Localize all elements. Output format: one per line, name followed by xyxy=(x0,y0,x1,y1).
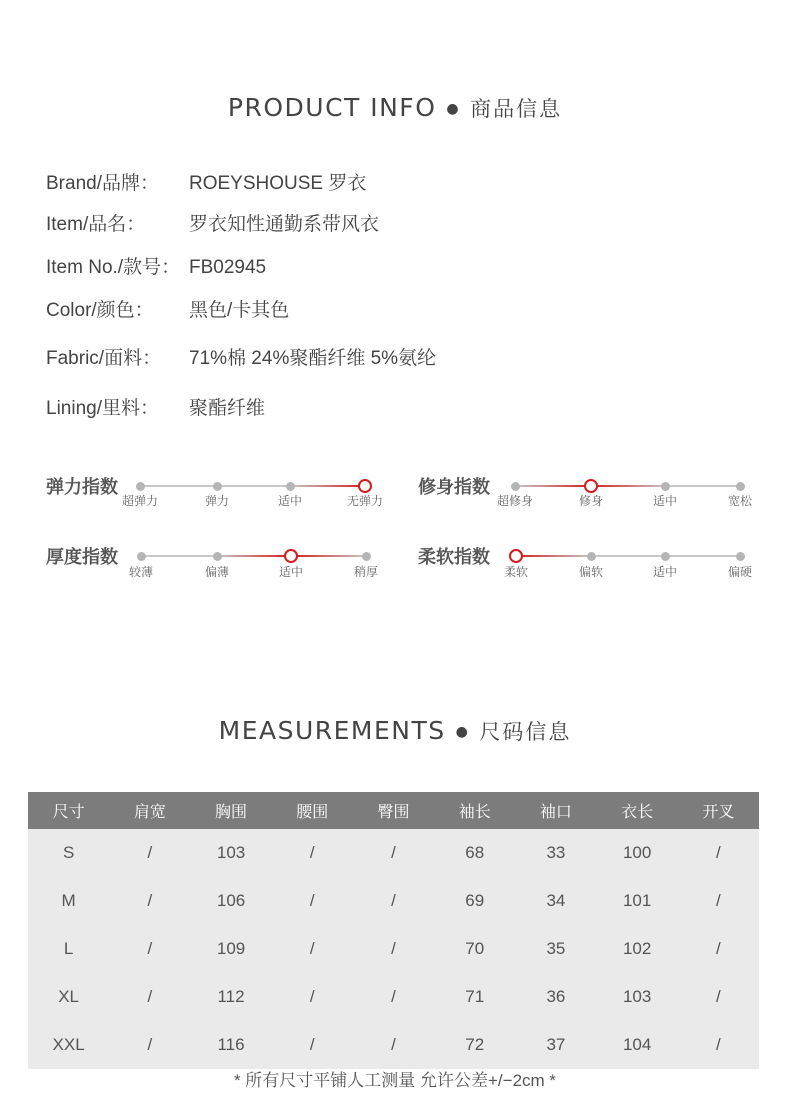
measurements-table xyxy=(28,792,759,1069)
thickness-selected-marker xyxy=(284,549,298,563)
thickness-scale-point xyxy=(213,552,222,561)
elasticity-scale-point xyxy=(136,482,145,491)
table-cell: 33 xyxy=(515,829,596,877)
table-cell: / xyxy=(678,1021,759,1069)
header-waist: 腰围 xyxy=(272,792,353,829)
item-label: Item/品名： xyxy=(46,214,146,235)
thickness-option-label: 适中 xyxy=(278,565,304,579)
table-cell: 37 xyxy=(515,1021,596,1069)
brand-label: Brand/品牌： xyxy=(46,173,159,194)
table-cell: XL xyxy=(28,973,109,1021)
measurements-title-en: MEASUREMENTS xyxy=(218,716,446,745)
table-cell: / xyxy=(272,925,353,973)
table-cell: / xyxy=(678,973,759,1021)
fit-scale-point xyxy=(511,482,520,491)
header-bust: 胸围 xyxy=(190,792,271,829)
table-cell: XXL xyxy=(28,1021,109,1069)
elasticity-track-highlight xyxy=(290,485,365,487)
header-sleeve-length: 袖长 xyxy=(434,792,515,829)
color-label: Color/颜色： xyxy=(46,300,154,321)
info-row-color xyxy=(46,295,289,322)
table-row xyxy=(28,829,759,877)
softness-track-highlight xyxy=(516,555,591,557)
table-header-row xyxy=(28,792,759,829)
elasticity-option-label: 超弹力 xyxy=(121,494,159,508)
table-row xyxy=(28,925,759,973)
fit-selected-marker xyxy=(584,479,598,493)
table-cell: 35 xyxy=(515,925,596,973)
table-cell: / xyxy=(353,973,434,1021)
table-cell: 70 xyxy=(434,925,515,973)
item-value: 罗衣知性通勤系带风衣 xyxy=(189,214,380,235)
table-cell: / xyxy=(272,829,353,877)
header-shoulder: 肩宽 xyxy=(109,792,190,829)
table-cell: M xyxy=(28,877,109,925)
softness-option-label: 偏软 xyxy=(578,565,604,579)
lining-value: 聚酯纤维 xyxy=(189,398,266,419)
product-info-title-cn: 商品信息 xyxy=(470,97,563,121)
item-no-value: FB02945 xyxy=(189,257,267,278)
title-dot: ● xyxy=(446,101,461,117)
table-cell: / xyxy=(109,973,190,1021)
header-cuff: 袖口 xyxy=(515,792,596,829)
table-cell: 103 xyxy=(190,829,271,877)
header-hip: 臀围 xyxy=(353,792,434,829)
table-cell: 68 xyxy=(434,829,515,877)
table-cell: 71 xyxy=(434,973,515,1021)
table-row xyxy=(28,877,759,925)
elasticity-option-label: 适中 xyxy=(277,494,303,508)
softness-option-label: 偏硬 xyxy=(727,565,753,579)
table-cell: 101 xyxy=(597,877,678,925)
fit-scale-point xyxy=(736,482,745,491)
table-cell: 103 xyxy=(597,973,678,1021)
elasticity-option-label: 无弹力 xyxy=(346,494,384,508)
thickness-scale-point xyxy=(362,552,371,561)
table-cell: / xyxy=(353,829,434,877)
table-cell: 36 xyxy=(515,973,596,1021)
table-cell: 34 xyxy=(515,877,596,925)
table-cell: / xyxy=(272,1021,353,1069)
item-no-label: Item No./款号： xyxy=(46,257,181,278)
table-cell: / xyxy=(353,1021,434,1069)
elasticity-selected-marker xyxy=(358,479,372,493)
thickness-option-label: 偏薄 xyxy=(204,565,230,579)
table-cell: / xyxy=(109,1021,190,1069)
brand-value: ROEYSHOUSE 罗衣 xyxy=(189,173,367,194)
title-dot: ● xyxy=(455,724,470,740)
thickness-index-label: 厚度指数 xyxy=(46,547,118,567)
softness-scale-point xyxy=(661,552,670,561)
elasticity-scale-point xyxy=(286,482,295,491)
table-cell: 100 xyxy=(597,829,678,877)
fabric-label: Fabric/面料： xyxy=(46,348,162,369)
measurements-title xyxy=(0,716,790,746)
table-cell: 102 xyxy=(597,925,678,973)
table-cell: 104 xyxy=(597,1021,678,1069)
info-row-fabric xyxy=(46,343,436,370)
tolerance-note: * 所有尺寸平铺人工测量 允许公差+/−2cm * xyxy=(233,1071,557,1090)
table-cell: 116 xyxy=(190,1021,271,1069)
softness-scale-point xyxy=(587,552,596,561)
header-slit: 开叉 xyxy=(678,792,759,829)
fit-option-label: 适中 xyxy=(652,494,678,508)
softness-index-label: 柔软指数 xyxy=(418,547,490,567)
elasticity-index-label: 弹力指数 xyxy=(46,477,118,497)
info-row-item-no xyxy=(46,252,266,279)
softness-scale-point xyxy=(736,552,745,561)
thickness-option-label: 稍厚 xyxy=(353,565,379,579)
info-row-lining xyxy=(46,393,265,420)
table-cell: 109 xyxy=(190,925,271,973)
table-cell: / xyxy=(272,877,353,925)
softness-option-label: 柔软 xyxy=(503,565,529,579)
info-row-brand xyxy=(46,168,366,195)
table-cell: / xyxy=(109,829,190,877)
table-cell: 72 xyxy=(434,1021,515,1069)
table-cell: / xyxy=(109,877,190,925)
elasticity-scale-point xyxy=(213,482,222,491)
table-cell: / xyxy=(678,877,759,925)
fit-option-label: 超修身 xyxy=(496,494,534,508)
softness-selected-marker xyxy=(509,549,523,563)
fit-option-label: 宽松 xyxy=(727,494,753,508)
table-cell: / xyxy=(678,925,759,973)
lining-label: Lining/里料： xyxy=(46,398,159,419)
table-cell: / xyxy=(272,973,353,1021)
color-value: 黑色/卡其色 xyxy=(189,300,290,321)
header-size: 尺寸 xyxy=(28,792,109,829)
table-row xyxy=(28,1021,759,1069)
table-cell: / xyxy=(678,829,759,877)
table-cell: L xyxy=(28,925,109,973)
table-cell: / xyxy=(353,877,434,925)
thickness-option-label: 较薄 xyxy=(128,565,154,579)
fit-option-label: 修身 xyxy=(578,494,604,508)
table-cell: / xyxy=(353,925,434,973)
info-row-item xyxy=(46,209,379,236)
header-length: 衣长 xyxy=(597,792,678,829)
fabric-value: 71%棉 24%聚酯纤维 5%氨纶 xyxy=(189,348,437,369)
measurements-title-cn: 尺码信息 xyxy=(479,720,572,744)
fit-index-label: 修身指数 xyxy=(418,477,490,497)
product-info-title-en: PRODUCT INFO xyxy=(227,93,437,122)
table-row xyxy=(28,973,759,1021)
table-cell: 112 xyxy=(190,973,271,1021)
product-info-title xyxy=(0,93,790,123)
softness-option-label: 适中 xyxy=(652,565,678,579)
fit-scale-point xyxy=(661,482,670,491)
table-cell: S xyxy=(28,829,109,877)
table-cell: / xyxy=(109,925,190,973)
table-cell: 69 xyxy=(434,877,515,925)
table-cell: 106 xyxy=(190,877,271,925)
elasticity-option-label: 弹力 xyxy=(204,494,230,508)
thickness-scale-point xyxy=(137,552,146,561)
